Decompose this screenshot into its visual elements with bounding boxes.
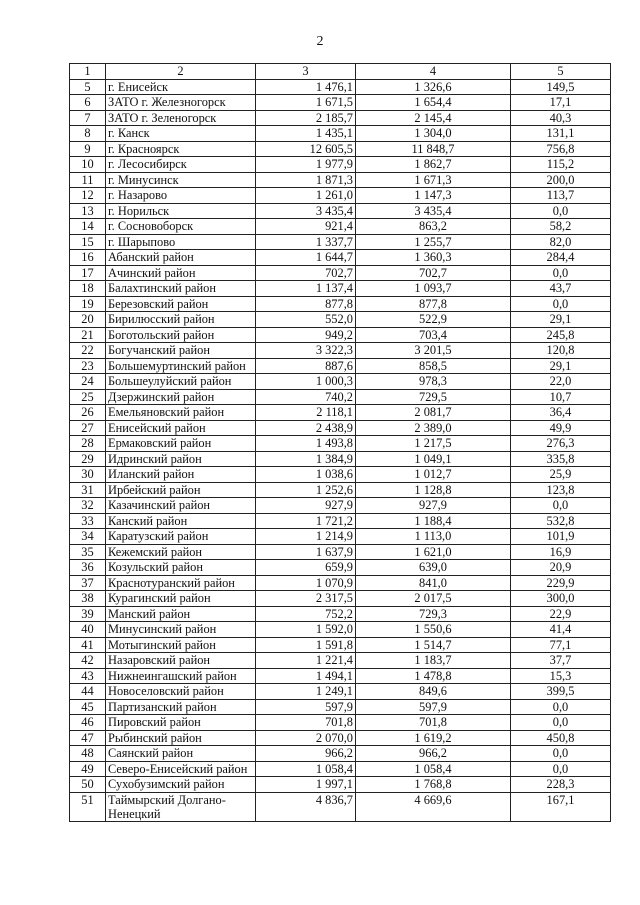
municipality-name: г. Сосновоборск bbox=[106, 219, 256, 235]
table-row bbox=[70, 312, 611, 328]
row-number: 29 bbox=[70, 451, 106, 467]
value-column-5: 0,0 bbox=[511, 296, 611, 312]
table-row bbox=[70, 79, 611, 95]
value-column-3: 1 493,8 bbox=[256, 436, 356, 452]
municipality-name: Саянский район bbox=[106, 746, 256, 762]
table-row bbox=[70, 436, 611, 452]
value-column-5: 0,0 bbox=[511, 498, 611, 514]
table-row bbox=[70, 467, 611, 483]
value-column-5: 0,0 bbox=[511, 265, 611, 281]
row-number: 40 bbox=[70, 622, 106, 638]
row-number: 50 bbox=[70, 777, 106, 793]
table-row bbox=[70, 560, 611, 576]
value-column-3: 1 337,7 bbox=[256, 234, 356, 250]
value-column-5: 20,9 bbox=[511, 560, 611, 576]
value-column-5: 29,1 bbox=[511, 358, 611, 374]
table-row bbox=[70, 405, 611, 421]
value-column-3: 921,4 bbox=[256, 219, 356, 235]
table-row bbox=[70, 637, 611, 653]
municipality-name: Сухобузимский район bbox=[106, 777, 256, 793]
table-body bbox=[70, 64, 611, 822]
value-column-4: 522,9 bbox=[356, 312, 511, 328]
value-column-5: 0,0 bbox=[511, 746, 611, 762]
municipality-name: г. Шарыпово bbox=[106, 234, 256, 250]
row-number: 39 bbox=[70, 606, 106, 622]
value-column-4: 966,2 bbox=[356, 746, 511, 762]
value-column-4: 1 671,3 bbox=[356, 172, 511, 188]
row-number: 26 bbox=[70, 405, 106, 421]
table-row bbox=[70, 668, 611, 684]
value-column-4: 978,3 bbox=[356, 374, 511, 390]
value-column-5: 123,8 bbox=[511, 482, 611, 498]
value-column-5: 228,3 bbox=[511, 777, 611, 793]
value-column-3: 597,9 bbox=[256, 699, 356, 715]
value-column-4: 1 128,8 bbox=[356, 482, 511, 498]
value-column-3: 12 605,5 bbox=[256, 141, 356, 157]
municipality-name: г. Минусинск bbox=[106, 172, 256, 188]
row-number: 33 bbox=[70, 513, 106, 529]
value-column-4: 1 514,7 bbox=[356, 637, 511, 653]
row-number: 51 bbox=[70, 792, 106, 821]
value-column-5: 532,8 bbox=[511, 513, 611, 529]
row-number: 46 bbox=[70, 715, 106, 731]
municipality-name: Боготольский район bbox=[106, 327, 256, 343]
value-column-5: 0,0 bbox=[511, 761, 611, 777]
value-column-4: 1 304,0 bbox=[356, 126, 511, 142]
table-row bbox=[70, 296, 611, 312]
row-number: 27 bbox=[70, 420, 106, 436]
row-number: 34 bbox=[70, 529, 106, 545]
table-row bbox=[70, 141, 611, 157]
value-column-5: 41,4 bbox=[511, 622, 611, 638]
row-number: 48 bbox=[70, 746, 106, 762]
value-column-3: 1 214,9 bbox=[256, 529, 356, 545]
value-column-5: 10,7 bbox=[511, 389, 611, 405]
row-number: 5 bbox=[70, 79, 106, 95]
table-row bbox=[70, 234, 611, 250]
municipality-name: г. Красноярск bbox=[106, 141, 256, 157]
table-row bbox=[70, 374, 611, 390]
municipality-name: Бирилюсский район bbox=[106, 312, 256, 328]
value-column-4: 1 188,4 bbox=[356, 513, 511, 529]
table-row bbox=[70, 699, 611, 715]
value-column-4: 2 389,0 bbox=[356, 420, 511, 436]
row-number: 23 bbox=[70, 358, 106, 374]
value-column-5: 200,0 bbox=[511, 172, 611, 188]
row-number: 19 bbox=[70, 296, 106, 312]
table-row bbox=[70, 591, 611, 607]
value-column-4: 1 255,7 bbox=[356, 234, 511, 250]
row-number: 13 bbox=[70, 203, 106, 219]
municipality-name: Северо-Енисейский район bbox=[106, 761, 256, 777]
value-column-4: 1 326,6 bbox=[356, 79, 511, 95]
row-number: 20 bbox=[70, 312, 106, 328]
row-number: 28 bbox=[70, 436, 106, 452]
value-column-4: 1 478,8 bbox=[356, 668, 511, 684]
municipality-name: Енисейский район bbox=[106, 420, 256, 436]
value-column-5: 25,9 bbox=[511, 467, 611, 483]
table-row bbox=[70, 715, 611, 731]
row-number: 43 bbox=[70, 668, 106, 684]
row-number: 45 bbox=[70, 699, 106, 715]
value-column-5: 16,9 bbox=[511, 544, 611, 560]
row-number: 35 bbox=[70, 544, 106, 560]
value-column-3: 1 038,6 bbox=[256, 467, 356, 483]
data-table bbox=[69, 63, 611, 822]
value-column-3: 1 137,4 bbox=[256, 281, 356, 297]
value-column-3: 2 070,0 bbox=[256, 730, 356, 746]
row-number: 32 bbox=[70, 498, 106, 514]
row-number: 38 bbox=[70, 591, 106, 607]
value-column-3: 1 591,8 bbox=[256, 637, 356, 653]
table-row bbox=[70, 265, 611, 281]
row-number: 44 bbox=[70, 684, 106, 700]
table-row bbox=[70, 95, 611, 111]
value-column-3: 1 261,0 bbox=[256, 188, 356, 204]
table-row bbox=[70, 498, 611, 514]
value-column-5: 0,0 bbox=[511, 715, 611, 731]
value-column-4: 703,4 bbox=[356, 327, 511, 343]
value-column-4: 702,7 bbox=[356, 265, 511, 281]
value-column-3: 3 435,4 bbox=[256, 203, 356, 219]
municipality-name: Идринский район bbox=[106, 451, 256, 467]
value-column-5: 43,7 bbox=[511, 281, 611, 297]
value-column-5: 82,0 bbox=[511, 234, 611, 250]
municipality-name: ЗАТО г. Железногорск bbox=[106, 95, 256, 111]
value-column-5: 49,9 bbox=[511, 420, 611, 436]
value-column-3: 2 317,5 bbox=[256, 591, 356, 607]
municipality-name: Новоселовский район bbox=[106, 684, 256, 700]
value-column-4: 729,5 bbox=[356, 389, 511, 405]
row-number: 10 bbox=[70, 157, 106, 173]
value-column-4: 3 201,5 bbox=[356, 343, 511, 359]
row-number: 9 bbox=[70, 141, 106, 157]
value-column-4: 1 183,7 bbox=[356, 653, 511, 669]
value-column-3: 1 997,1 bbox=[256, 777, 356, 793]
table-row bbox=[70, 606, 611, 622]
value-column-4: 1 862,7 bbox=[356, 157, 511, 173]
table-header-row bbox=[70, 64, 611, 80]
value-column-5: 131,1 bbox=[511, 126, 611, 142]
value-column-4: 639,0 bbox=[356, 560, 511, 576]
value-column-5: 22,9 bbox=[511, 606, 611, 622]
value-column-4: 863,2 bbox=[356, 219, 511, 235]
value-column-5: 450,8 bbox=[511, 730, 611, 746]
value-column-4: 1 654,4 bbox=[356, 95, 511, 111]
municipality-name: г. Назарово bbox=[106, 188, 256, 204]
municipality-name: Нижнеингашский район bbox=[106, 668, 256, 684]
value-column-4: 2 017,5 bbox=[356, 591, 511, 607]
table-row bbox=[70, 188, 611, 204]
value-column-3: 1 058,4 bbox=[256, 761, 356, 777]
value-column-5: 29,1 bbox=[511, 312, 611, 328]
value-column-3: 752,2 bbox=[256, 606, 356, 622]
value-column-5: 276,3 bbox=[511, 436, 611, 452]
table-row bbox=[70, 544, 611, 560]
value-column-5: 300,0 bbox=[511, 591, 611, 607]
row-number: 41 bbox=[70, 637, 106, 653]
value-column-5: 15,3 bbox=[511, 668, 611, 684]
row-number: 14 bbox=[70, 219, 106, 235]
value-column-5: 245,8 bbox=[511, 327, 611, 343]
table-row bbox=[70, 126, 611, 142]
value-column-3: 949,2 bbox=[256, 327, 356, 343]
value-column-5: 335,8 bbox=[511, 451, 611, 467]
row-number: 25 bbox=[70, 389, 106, 405]
row-number: 42 bbox=[70, 653, 106, 669]
table-row bbox=[70, 172, 611, 188]
value-column-3: 2 185,7 bbox=[256, 110, 356, 126]
table-row bbox=[70, 343, 611, 359]
row-number: 49 bbox=[70, 761, 106, 777]
value-column-5: 37,7 bbox=[511, 653, 611, 669]
table-row bbox=[70, 110, 611, 126]
municipality-name: г. Енисейск bbox=[106, 79, 256, 95]
municipality-name: Партизанский район bbox=[106, 699, 256, 715]
municipality-name: Мотыгинский район bbox=[106, 637, 256, 653]
value-column-3: 1 637,9 bbox=[256, 544, 356, 560]
value-column-5: 77,1 bbox=[511, 637, 611, 653]
value-column-5: 115,2 bbox=[511, 157, 611, 173]
column-header: 2 bbox=[106, 64, 256, 80]
value-column-3: 1 384,9 bbox=[256, 451, 356, 467]
municipality-name: Ирбейский район bbox=[106, 482, 256, 498]
value-column-4: 849,6 bbox=[356, 684, 511, 700]
value-column-3: 966,2 bbox=[256, 746, 356, 762]
value-column-3: 927,9 bbox=[256, 498, 356, 514]
value-column-5: 40,3 bbox=[511, 110, 611, 126]
table-row bbox=[70, 451, 611, 467]
municipality-name: Абанский район bbox=[106, 250, 256, 266]
value-column-5: 36,4 bbox=[511, 405, 611, 421]
row-number: 36 bbox=[70, 560, 106, 576]
row-number: 22 bbox=[70, 343, 106, 359]
municipality-name: Назаровский район bbox=[106, 653, 256, 669]
value-column-3: 2 438,9 bbox=[256, 420, 356, 436]
value-column-5: 149,5 bbox=[511, 79, 611, 95]
value-column-3: 887,6 bbox=[256, 358, 356, 374]
row-number: 16 bbox=[70, 250, 106, 266]
value-column-4: 597,9 bbox=[356, 699, 511, 715]
value-column-4: 701,8 bbox=[356, 715, 511, 731]
table-row bbox=[70, 746, 611, 762]
value-column-4: 858,5 bbox=[356, 358, 511, 374]
value-column-5: 0,0 bbox=[511, 203, 611, 219]
value-column-4: 1 093,7 bbox=[356, 281, 511, 297]
value-column-3: 1 494,1 bbox=[256, 668, 356, 684]
row-number: 6 bbox=[70, 95, 106, 111]
table-row bbox=[70, 482, 611, 498]
row-number: 7 bbox=[70, 110, 106, 126]
value-column-4: 927,9 bbox=[356, 498, 511, 514]
row-number: 47 bbox=[70, 730, 106, 746]
municipality-name: Богучанский район bbox=[106, 343, 256, 359]
table-row bbox=[70, 622, 611, 638]
table-row bbox=[70, 203, 611, 219]
value-column-4: 1 550,6 bbox=[356, 622, 511, 638]
table-row bbox=[70, 358, 611, 374]
value-column-4: 1 049,1 bbox=[356, 451, 511, 467]
row-number: 15 bbox=[70, 234, 106, 250]
municipality-name: Рыбинский район bbox=[106, 730, 256, 746]
municipality-name: Краснотуранский район bbox=[106, 575, 256, 591]
row-number: 37 bbox=[70, 575, 106, 591]
municipality-name: Минусинский район bbox=[106, 622, 256, 638]
row-number: 17 bbox=[70, 265, 106, 281]
municipality-name: Таймырский Долгано-Ненецкий bbox=[106, 792, 256, 821]
value-column-3: 1 644,7 bbox=[256, 250, 356, 266]
table-row bbox=[70, 327, 611, 343]
municipality-name: Ачинский район bbox=[106, 265, 256, 281]
value-column-4: 1 621,0 bbox=[356, 544, 511, 560]
municipality-name: Канский район bbox=[106, 513, 256, 529]
value-column-3: 1 252,6 bbox=[256, 482, 356, 498]
column-header: 3 bbox=[256, 64, 356, 80]
municipality-name: г. Лесосибирск bbox=[106, 157, 256, 173]
value-column-4: 1 619,2 bbox=[356, 730, 511, 746]
value-column-3: 1 476,1 bbox=[256, 79, 356, 95]
table-row bbox=[70, 653, 611, 669]
value-column-4: 4 669,6 bbox=[356, 792, 511, 821]
value-column-5: 399,5 bbox=[511, 684, 611, 700]
column-header: 4 bbox=[356, 64, 511, 80]
row-number: 30 bbox=[70, 467, 106, 483]
value-column-4: 1 768,8 bbox=[356, 777, 511, 793]
value-column-3: 1 721,2 bbox=[256, 513, 356, 529]
value-column-4: 11 848,7 bbox=[356, 141, 511, 157]
column-header: 5 bbox=[511, 64, 611, 80]
value-column-3: 1 221,4 bbox=[256, 653, 356, 669]
value-column-5: 0,0 bbox=[511, 699, 611, 715]
value-column-5: 58,2 bbox=[511, 219, 611, 235]
row-number: 11 bbox=[70, 172, 106, 188]
row-number: 12 bbox=[70, 188, 106, 204]
value-column-4: 841,0 bbox=[356, 575, 511, 591]
municipality-name: Ермаковский район bbox=[106, 436, 256, 452]
value-column-5: 22,0 bbox=[511, 374, 611, 390]
value-column-4: 1 147,3 bbox=[356, 188, 511, 204]
value-column-3: 1 671,5 bbox=[256, 95, 356, 111]
value-column-3: 1 435,1 bbox=[256, 126, 356, 142]
table-row bbox=[70, 792, 611, 821]
table-row bbox=[70, 389, 611, 405]
value-column-3: 1 000,3 bbox=[256, 374, 356, 390]
value-column-5: 167,1 bbox=[511, 792, 611, 821]
row-number: 31 bbox=[70, 482, 106, 498]
municipality-name: Пировский район bbox=[106, 715, 256, 731]
table-row bbox=[70, 250, 611, 266]
value-column-4: 3 435,4 bbox=[356, 203, 511, 219]
municipality-name: Дзержинский район bbox=[106, 389, 256, 405]
value-column-4: 1 113,0 bbox=[356, 529, 511, 545]
value-column-3: 877,8 bbox=[256, 296, 356, 312]
table-row bbox=[70, 684, 611, 700]
municipality-name: Балахтинский район bbox=[106, 281, 256, 297]
value-column-3: 552,0 bbox=[256, 312, 356, 328]
value-column-3: 702,7 bbox=[256, 265, 356, 281]
value-column-3: 4 836,7 bbox=[256, 792, 356, 821]
municipality-name: г. Канск bbox=[106, 126, 256, 142]
municipality-name: Иланский район bbox=[106, 467, 256, 483]
column-header: 1 bbox=[70, 64, 106, 80]
value-column-3: 659,9 bbox=[256, 560, 356, 576]
municipality-name: ЗАТО г. Зеленогорск bbox=[106, 110, 256, 126]
value-column-3: 701,8 bbox=[256, 715, 356, 731]
municipality-name: Кежемский район bbox=[106, 544, 256, 560]
value-column-3: 2 118,1 bbox=[256, 405, 356, 421]
table-row bbox=[70, 219, 611, 235]
municipality-name: Манский район bbox=[106, 606, 256, 622]
value-column-3: 1 592,0 bbox=[256, 622, 356, 638]
municipality-name: Курагинский район bbox=[106, 591, 256, 607]
municipality-name: г. Норильск bbox=[106, 203, 256, 219]
value-column-3: 1 871,3 bbox=[256, 172, 356, 188]
value-column-4: 877,8 bbox=[356, 296, 511, 312]
table-row bbox=[70, 281, 611, 297]
row-number: 24 bbox=[70, 374, 106, 390]
table-row bbox=[70, 730, 611, 746]
value-column-5: 17,1 bbox=[511, 95, 611, 111]
page-number: 2 bbox=[316, 34, 324, 49]
table-row bbox=[70, 529, 611, 545]
row-number: 8 bbox=[70, 126, 106, 142]
municipality-name: Казачинский район bbox=[106, 498, 256, 514]
value-column-4: 1 360,3 bbox=[356, 250, 511, 266]
municipality-name: Емельяновский район bbox=[106, 405, 256, 421]
value-column-4: 2 081,7 bbox=[356, 405, 511, 421]
value-column-5: 113,7 bbox=[511, 188, 611, 204]
value-column-5: 229,9 bbox=[511, 575, 611, 591]
row-number: 21 bbox=[70, 327, 106, 343]
value-column-4: 1 217,5 bbox=[356, 436, 511, 452]
municipality-name: Большемуртинский район bbox=[106, 358, 256, 374]
value-column-4: 1 012,7 bbox=[356, 467, 511, 483]
row-number: 18 bbox=[70, 281, 106, 297]
value-column-5: 284,4 bbox=[511, 250, 611, 266]
table-row bbox=[70, 157, 611, 173]
value-column-3: 1 977,9 bbox=[256, 157, 356, 173]
value-column-4: 2 145,4 bbox=[356, 110, 511, 126]
value-column-3: 1 070,9 bbox=[256, 575, 356, 591]
table-row bbox=[70, 513, 611, 529]
municipality-name: Большеулуйский район bbox=[106, 374, 256, 390]
value-column-3: 3 322,3 bbox=[256, 343, 356, 359]
value-column-4: 729,3 bbox=[356, 606, 511, 622]
municipality-name: Березовский район bbox=[106, 296, 256, 312]
table-row bbox=[70, 420, 611, 436]
table-row bbox=[70, 777, 611, 793]
municipality-name: Каратузский район bbox=[106, 529, 256, 545]
table-row bbox=[70, 761, 611, 777]
value-column-5: 101,9 bbox=[511, 529, 611, 545]
table-row bbox=[70, 575, 611, 591]
value-column-4: 1 058,4 bbox=[356, 761, 511, 777]
value-column-5: 756,8 bbox=[511, 141, 611, 157]
value-column-3: 740,2 bbox=[256, 389, 356, 405]
value-column-3: 1 249,1 bbox=[256, 684, 356, 700]
value-column-5: 120,8 bbox=[511, 343, 611, 359]
municipality-name: Козульский район bbox=[106, 560, 256, 576]
